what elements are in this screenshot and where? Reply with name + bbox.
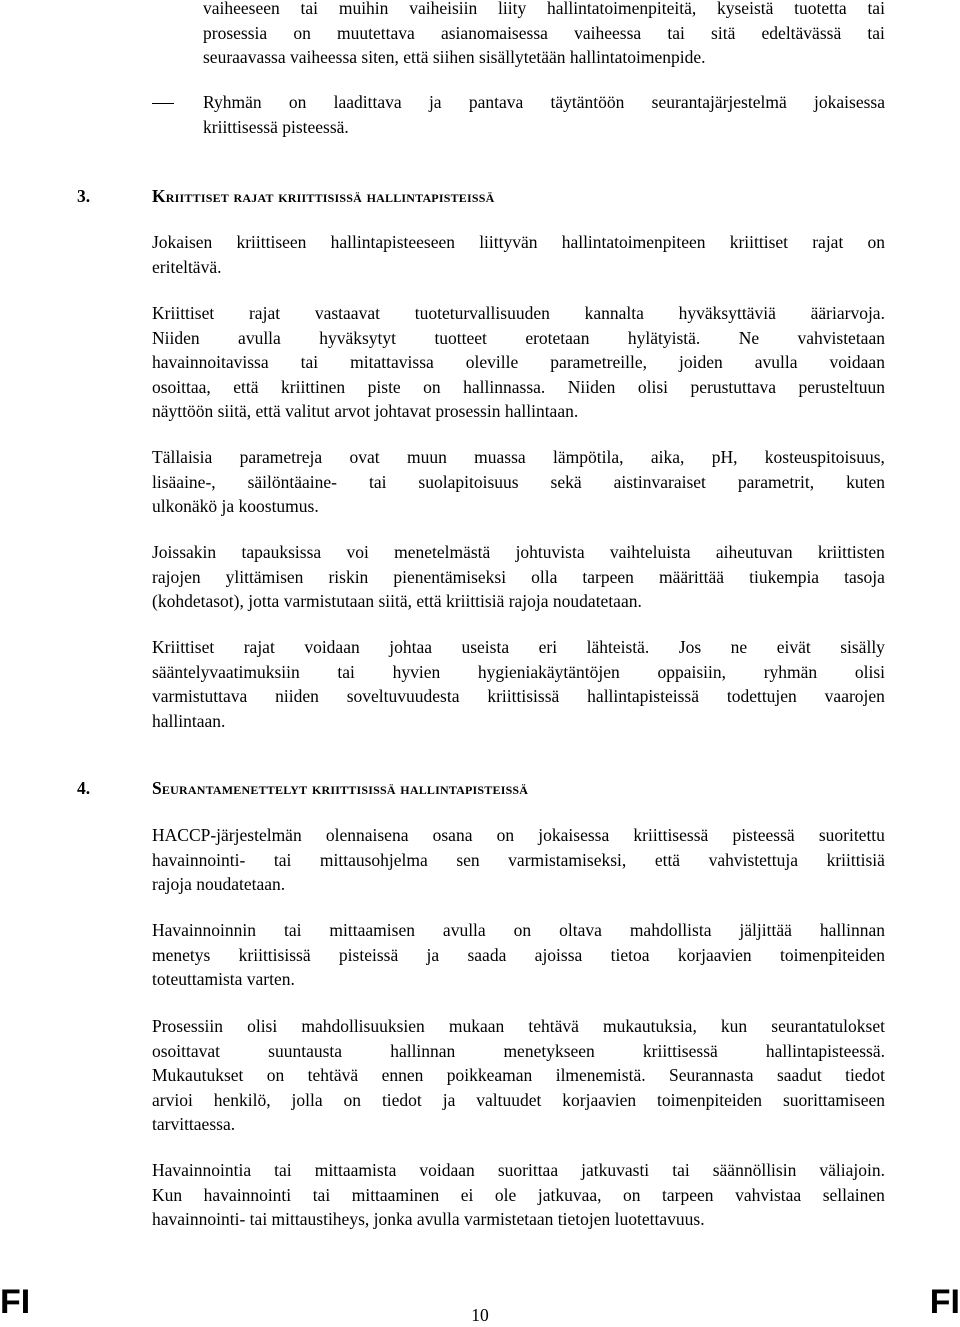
word: tuotetta <box>794 0 847 18</box>
word: tiedot <box>845 1065 885 1085</box>
word: korjaavien <box>677 944 752 965</box>
word: täytäntöön <box>550 92 625 112</box>
word: lämpötila, <box>553 447 624 467</box>
word: sisälly <box>840 637 885 657</box>
word: erotetaan <box>525 327 590 348</box>
word: rajat <box>248 303 281 323</box>
word: on <box>513 920 532 940</box>
word: tai <box>867 22 885 43</box>
word: hallintatoimenpiteitä, <box>547 0 697 18</box>
word: tuotteet <box>434 327 487 348</box>
section-3-paragraph-5 <box>152 635 885 733</box>
word: aistinvaraiset <box>613 471 706 492</box>
word: vastaavat <box>314 303 380 323</box>
word: sääntelyvaatimuksiin <box>152 661 300 682</box>
word: havainnointi <box>203 1184 292 1205</box>
word: HACCP-järjestelmän <box>152 825 302 845</box>
word: Kriittiset <box>152 637 215 657</box>
word: voi <box>346 542 369 562</box>
word: vahvistaa <box>735 1184 802 1205</box>
text-line: eriteltävä. <box>152 256 222 277</box>
word: ylittämisen <box>225 566 304 587</box>
word: pienentämiseksi <box>393 566 507 587</box>
word: tai <box>300 0 319 18</box>
word: hallintapisteeseen <box>330 232 456 252</box>
word: jatkuvasti <box>581 1160 650 1180</box>
word: varmistamiseksi, <box>508 849 627 870</box>
text-line <box>152 823 885 848</box>
footer-language-mark-left: FI <box>0 1283 31 1321</box>
word: hallintapisteissä <box>587 686 699 706</box>
word: Joissakin <box>152 542 217 562</box>
word: olisi <box>247 1016 278 1036</box>
text-line: toteuttamista varten. <box>152 969 295 989</box>
word: vaarojen <box>824 686 885 706</box>
word: on <box>496 825 515 845</box>
word: useista <box>461 637 510 657</box>
word: määrittää <box>658 566 725 587</box>
word: muassa <box>474 447 526 467</box>
word: seurantajärjestelmä <box>651 92 787 112</box>
word: pH, <box>711 447 738 467</box>
section-3-number: 3. <box>77 186 91 206</box>
word: olisi <box>637 376 669 397</box>
word: osoittaa, <box>152 376 211 397</box>
text-line <box>152 540 885 565</box>
word: tehtävä <box>307 1065 359 1085</box>
word: on <box>623 1184 641 1205</box>
word: kriittisiä <box>826 849 885 870</box>
word: Seurannasta <box>669 1065 754 1085</box>
word: on <box>343 1089 362 1110</box>
text-line <box>152 1183 885 1208</box>
word: tai <box>274 1160 292 1180</box>
word: Tällaisia <box>152 447 213 467</box>
word: mittaaminen <box>351 1184 440 1205</box>
section-3-title: Kriittiset rajat kriittisissä hallintapisteissä <box>152 186 495 206</box>
word: vahvistetaan <box>797 327 885 348</box>
dash-bullet-icon <box>152 103 174 104</box>
word: hygieniakäytäntöjen <box>477 661 620 682</box>
word: mukautuksia, <box>603 1016 697 1036</box>
text-line <box>152 230 885 255</box>
word: jokaisessa <box>538 825 610 845</box>
text-line: seuraavassa vaiheessa siten, että siihen sisällytetään hallintatoimenpide. <box>203 47 706 67</box>
word: hyväksyttäviä <box>678 303 776 323</box>
word: jokaisessa <box>814 92 885 112</box>
word: voidaan <box>829 352 885 372</box>
word: tapauksissa <box>241 542 322 562</box>
word: menetykseen <box>503 1040 595 1061</box>
word: lähteistä. <box>586 637 650 657</box>
text-line <box>203 90 885 115</box>
text-line <box>152 1158 885 1183</box>
word: sellainen <box>822 1184 885 1205</box>
word: saada <box>467 944 507 965</box>
word: vaihteluista <box>609 542 691 562</box>
word: rajojen <box>152 566 201 587</box>
text-line: näyttöön siitä, että valitut arvot johtavat prosessin hallintaan. <box>152 401 579 421</box>
word: ilmenemistä. <box>555 1065 646 1085</box>
word: rajat <box>243 637 275 657</box>
word: mahdollista <box>629 920 712 940</box>
word: liittyvän <box>479 232 538 252</box>
word: prosessia <box>203 22 268 43</box>
word: havainnoitavissa <box>152 352 269 372</box>
word: olennaisena <box>325 825 409 845</box>
word: perusteltuun <box>798 376 885 397</box>
word: menetelmästä <box>394 542 491 562</box>
word: voidaan <box>419 1160 475 1180</box>
word: joiden <box>679 352 723 372</box>
word: Havainnointia <box>152 1160 252 1180</box>
word: säilöntäaine- <box>247 471 338 492</box>
text-line <box>152 565 885 590</box>
text-line <box>152 848 885 873</box>
word: olisi <box>854 661 885 682</box>
word: Ryhmän <box>203 92 262 112</box>
word: tai <box>867 0 885 18</box>
word: tai <box>337 661 355 682</box>
word: poikkeaman <box>446 1065 533 1085</box>
text-line <box>152 943 885 968</box>
word: suoritettu <box>818 825 885 845</box>
word: valtuudet <box>476 1089 542 1110</box>
word: menetys <box>152 944 211 965</box>
word: säännöllisin <box>712 1160 797 1180</box>
word: tarpeen <box>662 1184 714 1205</box>
word: jäljittää <box>739 920 792 940</box>
word: lisäaine-, <box>152 471 216 492</box>
word: Prosessiin <box>152 1016 223 1036</box>
word: Kun <box>152 1184 183 1205</box>
word: että <box>233 376 259 397</box>
word: kun <box>720 1016 748 1036</box>
word: pantava <box>468 92 524 112</box>
word: tai <box>283 920 302 940</box>
word: perustuttava <box>690 376 777 397</box>
word: niiden <box>275 686 319 706</box>
word: kriittisissä <box>238 944 311 965</box>
word: on <box>293 22 311 43</box>
word: Mukautukset <box>152 1065 244 1085</box>
word: kriittiseen <box>236 232 307 252</box>
word: ne <box>730 637 748 657</box>
word: rajat <box>812 232 844 252</box>
word: eivät <box>776 637 811 657</box>
word: hylätyistä. <box>627 327 701 348</box>
text-line <box>152 445 885 470</box>
word: parametreille, <box>550 352 647 372</box>
word: piste <box>367 376 401 397</box>
word: asianomaisessa <box>440 22 548 43</box>
text-line <box>152 1014 885 1039</box>
word: jatkuvaa, <box>537 1184 602 1205</box>
word: kyseistä <box>717 0 774 18</box>
word: ja <box>442 1089 456 1110</box>
word: suuntausta <box>268 1040 343 1061</box>
word: hallintatoimenpiteen <box>561 232 706 252</box>
word: muun <box>406 447 447 467</box>
word: hallinnassa. <box>463 376 546 397</box>
word: kriittisessä <box>633 825 709 845</box>
word: tai <box>273 849 292 870</box>
word: seurantatulokset <box>771 1016 885 1036</box>
word: avulla <box>754 352 798 372</box>
text-line: kriittisessä pisteessä. <box>203 116 349 137</box>
word: tehtävä <box>528 1016 579 1036</box>
word: tuoteturvallisuuden <box>414 303 550 323</box>
word: mitattavissa <box>350 352 434 372</box>
word: pisteessä <box>732 825 795 845</box>
word: Jos <box>678 637 702 657</box>
text-line <box>152 684 885 709</box>
word: korjaavien <box>562 1089 637 1110</box>
section-4-paragraph-2 <box>152 918 885 992</box>
section-3-paragraph-3 <box>152 445 885 519</box>
word: kriittisessä <box>642 1040 718 1061</box>
intro-paragraph <box>203 0 885 70</box>
word: laadittava <box>333 92 402 112</box>
text-line <box>152 470 885 495</box>
word: varmistuttava <box>152 686 248 706</box>
word: Ne <box>738 327 760 348</box>
word: tai <box>667 22 685 43</box>
word: ryhmän <box>763 661 818 682</box>
text-line <box>152 375 885 400</box>
word: kriittisten <box>817 542 885 562</box>
word: mittausohjelma <box>319 849 428 870</box>
word: hyväksytyt <box>319 327 397 348</box>
word: soveltuvuudesta <box>346 686 460 706</box>
text-line: havainnointi- tai mittaustiheys, jonka avulla varmistetaan tietojen luotettavuus. <box>152 1209 705 1229</box>
text-line <box>152 635 885 660</box>
word: edeltävässä <box>761 22 842 43</box>
section-3-paragraph-4 <box>152 540 885 614</box>
word: avulla <box>238 327 281 348</box>
footer-language-mark-right: FI <box>929 1283 960 1321</box>
section-4-paragraph-3 <box>152 1014 885 1137</box>
word: Niiden <box>567 376 616 397</box>
word: ja <box>428 92 442 112</box>
word: vaiheisiin <box>409 0 478 18</box>
word: sekä <box>550 471 582 492</box>
page-number: 10 <box>471 1305 489 1325</box>
text-line: hallintaan. <box>152 710 226 731</box>
word: todettujen <box>726 686 797 706</box>
word: kriittisissä <box>487 686 560 706</box>
word: havainnointi- <box>152 849 246 870</box>
word: että <box>654 849 681 870</box>
word: kriittinen <box>281 376 346 397</box>
word: hallinnan <box>819 920 885 940</box>
word: oleville <box>465 352 519 372</box>
word: kannalta <box>584 303 644 323</box>
text-line: (kohdetasot), jotta varmistutaan siitä, että kriittisiä rajoja noudatetaan. <box>152 591 642 611</box>
word: kosteuspitoisuus, <box>764 447 885 467</box>
word: johtuvista <box>515 542 585 562</box>
word: oltava <box>559 920 602 940</box>
text-line <box>203 21 885 46</box>
word: arvioi <box>152 1089 193 1110</box>
word: on <box>867 232 885 252</box>
word: ja <box>426 944 440 965</box>
word: mittaamista <box>314 1160 397 1180</box>
word: sitä <box>711 22 736 43</box>
word: Niiden <box>152 327 200 348</box>
word: on <box>423 376 441 397</box>
word: tiedot <box>381 1089 422 1110</box>
word: muihin <box>338 0 389 18</box>
word: Jokaisen <box>152 232 213 252</box>
word: mahdollisuuksien <box>301 1016 425 1036</box>
bullet-paragraph <box>203 90 885 139</box>
word: avulla <box>442 920 486 940</box>
section-4-title: Seurantamenettelyt kriittisissä hallintapisteissä <box>152 778 529 798</box>
section-3-paragraph-1 <box>152 230 885 279</box>
word: kuten <box>846 471 885 492</box>
text-line <box>152 301 885 326</box>
word: ennen <box>381 1065 424 1085</box>
word: oppaisiin, <box>657 661 727 682</box>
word: parametrit, <box>737 471 815 492</box>
word: suolapitoisuus <box>418 471 519 492</box>
text-line <box>152 1063 885 1088</box>
word: riskin <box>328 566 369 587</box>
word: olla <box>531 566 558 587</box>
word: hallinnan <box>390 1040 456 1061</box>
word: ajoissa <box>534 944 583 965</box>
word: tai <box>368 471 387 492</box>
word: aiheutuvan <box>715 542 793 562</box>
word: muutettava <box>337 22 415 43</box>
word: eri <box>538 637 558 657</box>
word: mukaan <box>448 1016 505 1036</box>
word: tai <box>672 1160 690 1180</box>
word: hallintapisteessä. <box>765 1040 885 1061</box>
text-line <box>152 326 885 351</box>
word: sen <box>456 849 480 870</box>
section-4-number: 4. <box>77 778 91 798</box>
text-line <box>152 1088 885 1113</box>
word: tasoja <box>844 566 885 587</box>
word: toimenpiteiden <box>779 944 885 965</box>
word: tietoa <box>610 944 650 965</box>
word: osana <box>432 825 473 845</box>
word: toimenpiteiden <box>657 1089 763 1110</box>
word: on <box>288 92 307 112</box>
word: mittaamisen <box>329 920 415 940</box>
word: aika, <box>650 447 685 467</box>
text-line: rajoja noudatetaan. <box>152 874 286 894</box>
section-4-paragraph-4 <box>152 1158 885 1232</box>
word: Kriittiset <box>152 303 215 323</box>
word: suorittaa <box>497 1160 559 1180</box>
word: ei <box>460 1184 474 1205</box>
word: tiukempia <box>749 566 820 587</box>
word: tarpeen <box>582 566 634 587</box>
word: osoittavat <box>152 1040 221 1061</box>
word: ovat <box>349 447 380 467</box>
word: saadut <box>776 1065 822 1085</box>
word: henkilö, <box>213 1089 271 1110</box>
word: kriittiset <box>729 232 789 252</box>
word: Havainnoinnin <box>152 920 257 940</box>
word: parametreja <box>239 447 323 467</box>
word: tai <box>300 352 319 372</box>
text-line <box>152 350 885 375</box>
section-3-paragraph-2 <box>152 301 885 424</box>
text-line: tarvittaessa. <box>152 1114 236 1134</box>
word: pisteissä <box>338 944 399 965</box>
word: voidaan <box>304 637 360 657</box>
word: väliajoin. <box>819 1160 885 1180</box>
word: jolla <box>291 1089 323 1110</box>
text-line <box>152 660 885 685</box>
word: vaiheeseen <box>203 0 280 18</box>
text-line: ulkonäkö ja koostumus. <box>152 496 319 516</box>
word: vahvistettuja <box>708 849 799 870</box>
word: on <box>266 1065 285 1085</box>
section-4-paragraph-1 <box>152 823 885 897</box>
word: hyvien <box>392 661 441 682</box>
word: liity <box>498 0 527 18</box>
word: ääriarvoja. <box>810 303 885 323</box>
word: tai <box>312 1184 331 1205</box>
word: ole <box>494 1184 517 1205</box>
text-line <box>203 0 885 21</box>
word: vaiheessa <box>574 22 642 43</box>
text-line <box>152 918 885 943</box>
word: johtaa <box>389 637 432 657</box>
text-line <box>152 1039 885 1064</box>
word: suorittamiseen <box>782 1089 885 1110</box>
